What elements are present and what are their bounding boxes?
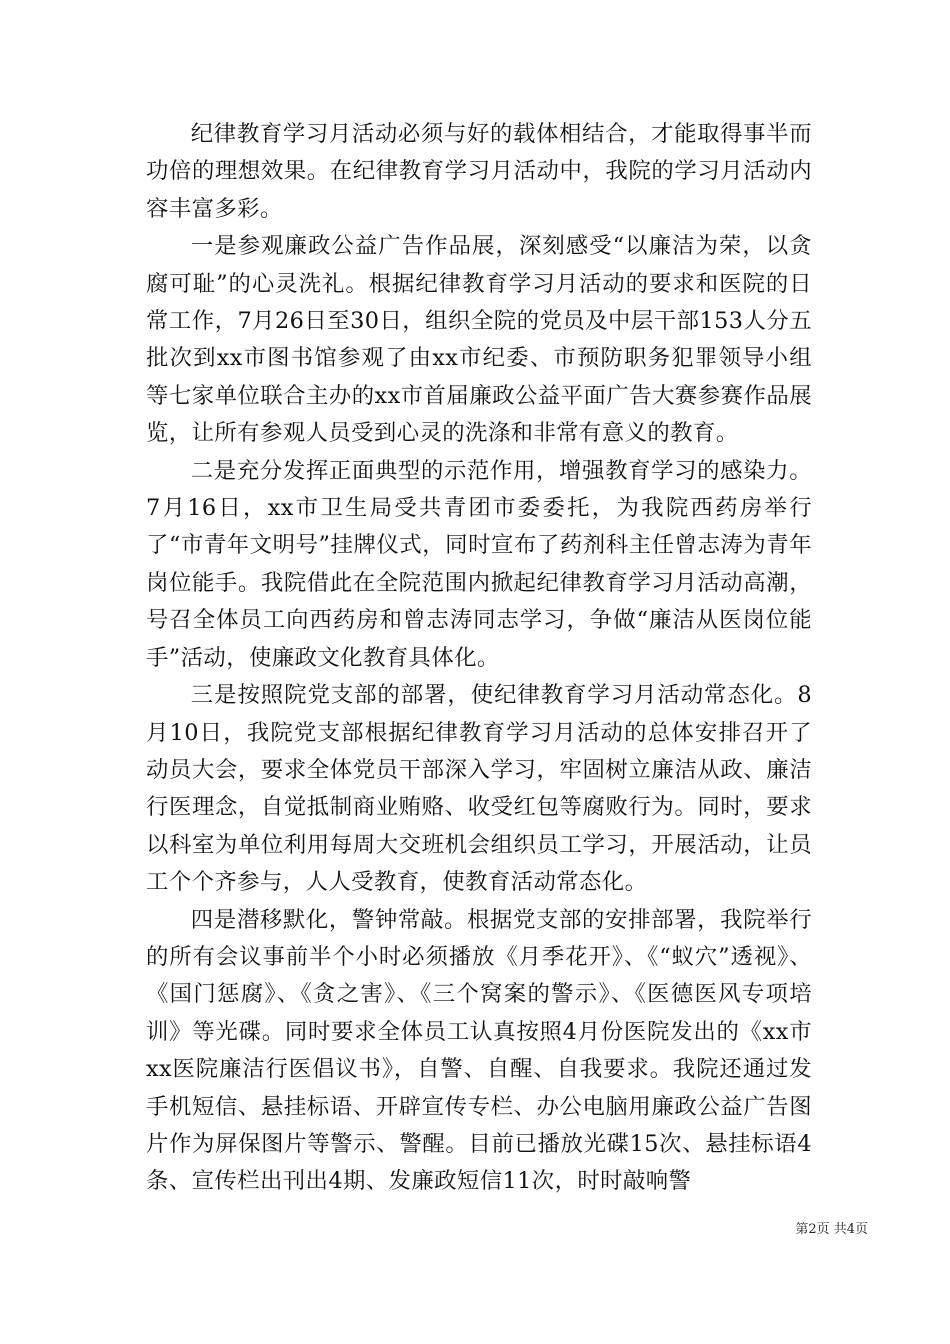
paragraph-item-four: 四是潜移默化，警钟常敲。根据党支部的安排部署，我院举行的所有会议事前半个小时必须播放《月季花开》、《“蚁穴”透视》、《国门惩腐》、《贪之害》、《三个窝案的警示》、《医德医风专项培训》等光碟。同时要求全体员工认真按照4月份医院发出的《xx市xx医院廉洁行医倡议书》，自警、自醒、自我要求。我院还通过发手机短信、悬挂标语、开辟宣传专栏、办公电脑用廉政公益广告图片作为屏保图片等警示、警醒。目前已播放光碟15次、悬挂标语4条、宣传栏出刊出4期、发廉政短信11次，时时敲响警 xyxy=(146,906,812,1195)
page-number: 第2页 共4页 xyxy=(795,1222,868,1237)
paragraph-intro: 纪律教育学习月活动必须与好的载体相结合，才能取得事半而功倍的理想效果。在纪律教育学习月活动中，我院的学习月活动内容丰富多彩。 xyxy=(146,121,812,222)
paragraph-item-three: 三是按照院党支部的部署，使纪律教育学习月活动常态化。8月10日，我院党支部根据纪律教育学习月活动的总体安排召开了动员大会，要求全体党员干部深入学习，牢固树立廉洁从政、廉洁行医理念，自觉抵制商业贿赂、收受红包等腐败行为。同时，要求以科室为单位利用每周大交班机会组织员工学习，开展活动，让员工个个齐参与，人人受教育，使教育活动常态化。 xyxy=(146,682,812,896)
paragraph-item-two: 二是充分发挥正面典型的示范作用，增强教育学习的感染力。7月16日，xx市卫生局受共青团市委委托，为我院西药房举行了“市青年文明号”挂牌仪式，同时宣布了药剂科主任曾志涛为青年岗位能手。我院借此在全院范围内掀起纪律教育学习月活动高潮，号召全体员工向西药房和曾志涛同志学习，争做“廉洁从医岗位能手”活动，使廉政文化教育具体化。 xyxy=(146,457,812,671)
paragraph-item-one: 一是参观廉政公益广告作品展，深刻感受“以廉洁为荣，以贪腐可耻”的心灵洗礼。根据纪律教育学习月活动的要求和医院的日常工作，7月26日至30日，组织全院的党员及中层干部153人分五批次到xx市图书馆参观了由xx市纪委、市预防职务犯罪领导小组等七家单位联合主办的xx市首届廉政公益平面广告大赛参赛作品展览，让所有参观人员受到心灵的洗涤和非常有意义的教育。 xyxy=(146,233,812,447)
document-body xyxy=(146,116,812,1201)
